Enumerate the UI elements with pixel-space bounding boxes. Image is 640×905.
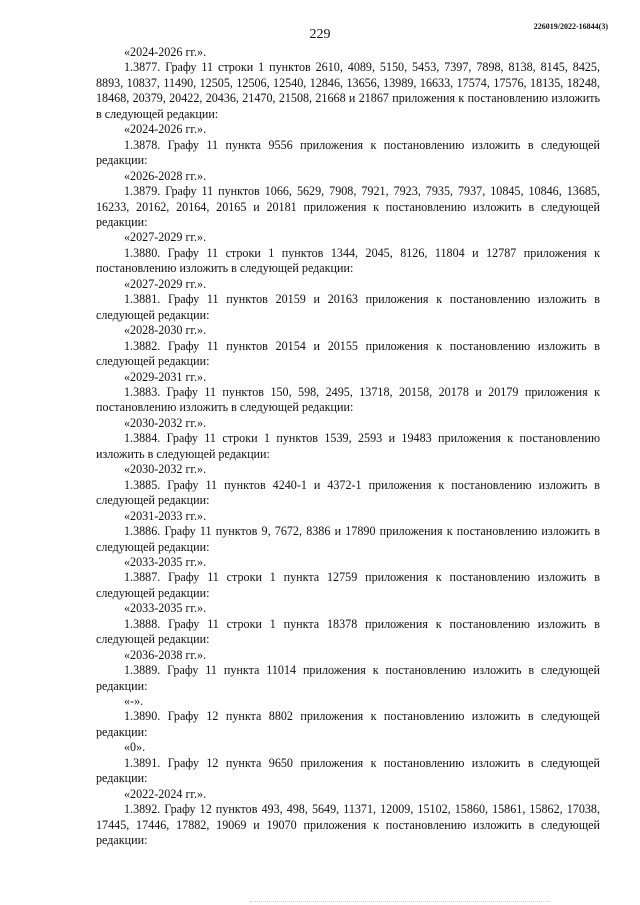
paragraph-3882: 1.3882. Графу 11 пунктов 20154 и 20155 приложения к постановлению изложить в следующей редакции:: [96, 338, 600, 369]
paragraph-3884: 1.3884. Графу 11 строки 1 пунктов 1539, 2593 и 19483 приложения к постановлению изложить в следующей редакции:: [96, 431, 600, 461]
quote-line: «2026-2028 гг.».: [124, 168, 207, 183]
paragraph-3877: 1.3877. Графу 11 строки 1 пунктов 2610, 4089, 5150, 5453, 7397, 7898, 8138, 8145, 8425, 8893, 10837, 11490, 12505, 12506, 12540, 12846, 13656, 13989, 16633, 17574, 17576, 18135, 18248, 18468, 20379, 20422, 20436, 21470, 21508, 21668 и 21867 приложения к постановлению изложить в следующей редакции:: [96, 60, 600, 121]
paragraph-3891: 1.3891. Графу 12 пункта 9650 приложения к постановлению изложить в следующей редакции:: [96, 755, 600, 786]
quote-line: «2024-2026 гг.».: [124, 45, 207, 59]
paragraph-3883: 1.3883. Графу 11 пунктов 150, 598, 2495, 13718, 20158, 20178 и 20179 приложения к постановлению изложить в следующей редакции:: [96, 384, 600, 415]
quote-line: «2024-2026 гг.».: [124, 122, 207, 137]
quote-line: «2022-2024 гг.».: [124, 786, 207, 801]
paragraph-3886: 1.3886. Графу 11 пунктов 9, 7672, 8386 и 17890 приложения к постановлению изложить в следующей редакции:: [96, 524, 600, 554]
paragraph-3887: 1.3887. Графу 11 строки 1 пункта 12759 приложения к постановлению изложить в следующей редакции:: [96, 570, 600, 600]
paragraph-3888: 1.3888. Графу 11 строки 1 пункта 18378 приложения к постановлению изложить в следующей редакции:: [96, 616, 600, 647]
paragraph-3880: 1.3880. Графу 11 строки 1 пунктов 1344, 2045, 8126, 11804 и 12787 приложения к постановлению изложить в следующей редакции:: [96, 245, 600, 276]
quote-line: «2036-2038 гг.».: [124, 647, 207, 662]
quote-line: «2029-2031 гг.».: [124, 369, 207, 384]
paragraph-3879: 1.3879. Графу 11 пунктов 1066, 5629, 7908, 7921, 7923, 7935, 7937, 10845, 10846, 13685, 16233, 20162, 20164, 20165 и 20181 приложения к постановлению изложить в следующей редакции:: [96, 184, 600, 229]
paragraph-3885: 1.3885. Графу 11 пунктов 4240-1 и 4372-1 приложения к постановлению изложить в следующей редакции:: [96, 477, 600, 508]
paragraph-3889: 1.3889. Графу 11 пункта 11014 приложения к постановлению изложить в следующей редакции:: [96, 663, 600, 693]
quote-line: «2027-2029 гг.».: [124, 230, 207, 245]
paragraph-3890: 1.3890. Графу 12 пункта 8802 приложения к постановлению изложить в следующей редакции:: [96, 709, 600, 739]
page-number: 229: [309, 27, 331, 42]
paragraph-3878: 1.3878. Графу 11 пункта 9556 приложения к постановлению изложить в следующей редакции:: [96, 137, 600, 168]
quote-line: «0».: [124, 740, 146, 755]
quote-line: «2033-2035 гг.».: [124, 601, 207, 616]
quote-line: «2033-2035 гг.».: [124, 554, 207, 569]
paragraph-3881: 1.3881. Графу 11 пунктов 20159 и 20163 приложения к постановлению изложить в следующей редакции:: [96, 292, 600, 322]
quote-line: «2030-2032 гг.».: [124, 462, 207, 477]
quote-line: «2028-2030 гг.».: [124, 323, 207, 338]
paragraph-3892: 1.3892. Графу 12 пунктов 493, 498, 5649, 11371, 12009, 15102, 15860, 15861, 15862, 17038, 17445, 17446, 17882, 19069 и 19070 приложения к постановлению изложить в следующей редакции:: [96, 802, 600, 848]
document-body: [96, 45, 600, 849]
quote-line: «-».: [124, 694, 144, 709]
quote-line: «2027-2029 гг.».: [124, 276, 207, 291]
document-id: 226019/2022-16844(3): [533, 22, 608, 31]
quote-line: «2030-2032 гг.».: [124, 415, 207, 430]
scan-edge-artifact: [250, 901, 550, 903]
quote-line: «2031-2033 гг.».: [124, 508, 207, 523]
